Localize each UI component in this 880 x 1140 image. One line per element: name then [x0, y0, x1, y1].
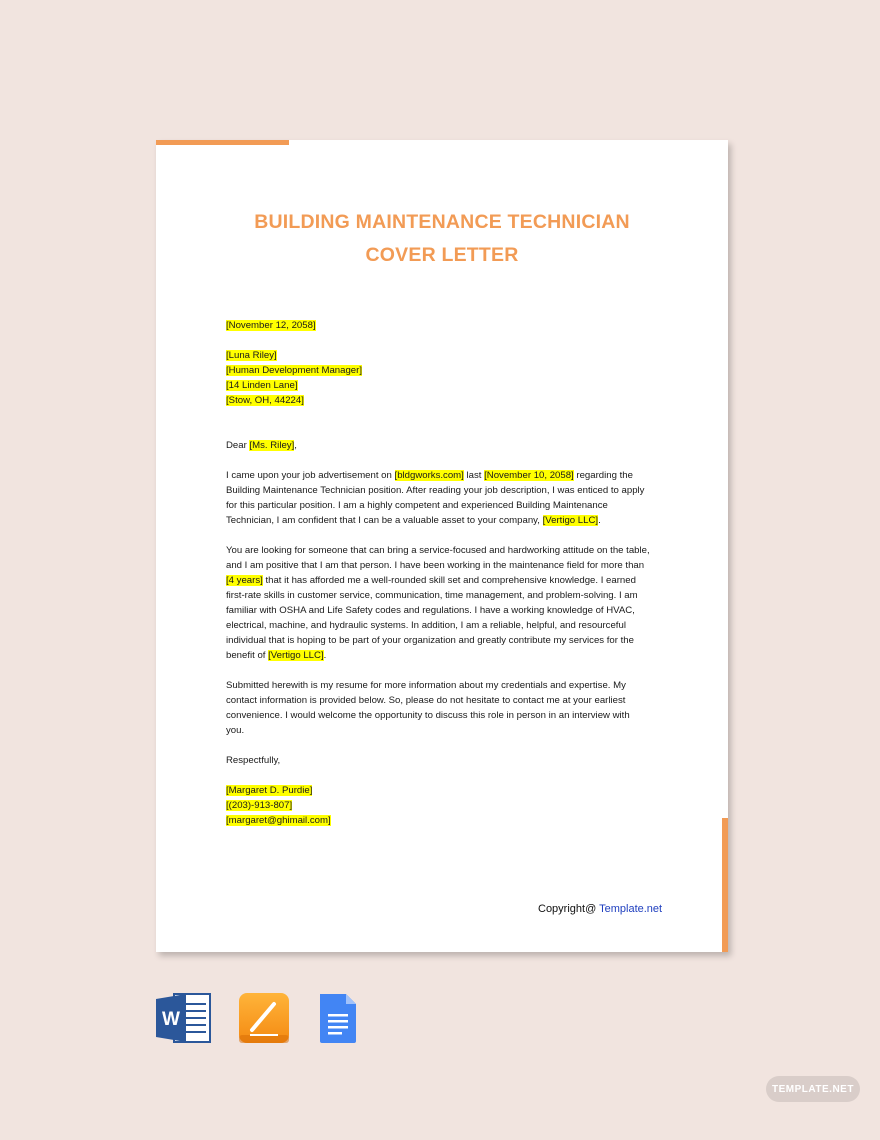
recipient-city: [Stow, OH, 44224] — [226, 395, 304, 406]
letter-body — [226, 318, 666, 828]
template-net-badge[interactable]: TEMPLATE.NET — [766, 1076, 860, 1102]
svg-text:W: W — [162, 1009, 180, 1030]
salutation: Dear [Ms. Riley], — [226, 440, 297, 451]
title-line-1: BUILDING MAINTENANCE TECHNICIAN — [254, 211, 630, 233]
title-line-2: COVER LETTER — [365, 244, 519, 266]
copyright-notice: Copyright@ Template.net — [538, 903, 663, 915]
document-page — [156, 140, 728, 952]
recipient-address: [14 Linden Lane] — [226, 380, 298, 391]
recipient-position: [Human Development Manager] — [226, 365, 362, 376]
letter-date: [November 12, 2058] — [226, 320, 316, 331]
accent-bar-top — [156, 140, 289, 145]
document-title — [156, 206, 728, 272]
paragraph-1: I came upon your job advertisement on [bldgworks.com] last [November 10, 2058] regarding the Building Maintenance Technician position. After reading your job description, I was enticed to apply for this particular position. I am a highly competent and experienced Building Maintenance Technician, I am confident that I can be a valuable asset to your company, [Vertigo LLC]. — [226, 470, 645, 526]
word-icon[interactable] — [156, 992, 212, 1049]
accent-bar-right — [722, 818, 728, 952]
paragraph-2: You are looking for someone that can bring a service-focused and hardworking attitude on the table, and I am positive that I am that person. I have been working in the maintenance field for more than [4 years] that it has afforded me a well-rounded skill set and comprehensive knowledge. I earned first-rate skills in customer service, communication, time management, and problem-solving. I am familiar with OSHA and Life Safety codes and regulations. I have a working knowledge of HVAC, electrical, machine, and hydraulic systems. In addition, I am a reliable, helpful, and resourceful individual that is hoping to be part of your organization and greatly contribute my services for the benefit of [Vertigo LLC]. — [226, 545, 650, 661]
signature-name: [Margaret D. Purdie] — [226, 785, 313, 796]
template-net-link[interactable]: Template.net — [599, 903, 663, 915]
paragraph-3: Submitted herewith is my resume for more information about my credentials and expertise. My contact information is provided below. So, please do not hesitate to contact me at your earliest convenience. I would welcome the opportunity to discuss this role in person in an interview with you. — [226, 680, 630, 736]
pages-icon[interactable] — [238, 992, 290, 1049]
closing: Respectfully, — [226, 755, 281, 766]
signature-phone: [(203)-913-807] — [226, 800, 293, 811]
recipient-name: [Luna Riley] — [226, 350, 277, 361]
signature-email: [margaret@ghimail.com] — [226, 815, 331, 826]
google-docs-icon[interactable] — [318, 992, 358, 1049]
